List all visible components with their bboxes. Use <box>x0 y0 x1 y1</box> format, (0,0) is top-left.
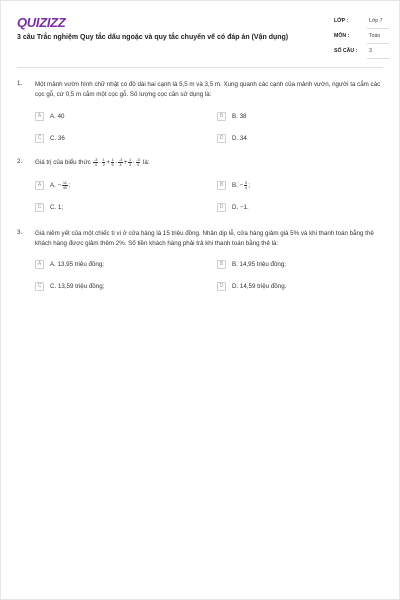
question-number: 1. <box>17 80 23 87</box>
option-text: D. 34 <box>232 134 247 142</box>
option-c[interactable] <box>35 202 63 212</box>
option-letter-box: C <box>35 282 44 291</box>
option-letter-box: A <box>35 112 44 121</box>
worksheet-meta <box>334 18 389 63</box>
option-text: B. − $\frac{3}{4}$ ; <box>232 179 251 190</box>
option-letter-box: B <box>217 181 226 190</box>
option-a[interactable] <box>35 111 64 121</box>
meta-row-subject <box>334 33 389 48</box>
option-letter-box: B <box>217 260 226 269</box>
option-letter-box: D <box>217 203 226 212</box>
option-letter-box: C <box>35 203 44 212</box>
question-text: Một mảnh vườn hình chữ nhật có độ dài hai cạnh là 5,5 m và 3,5 m. Xung quanh các cạnh của mảnh vườn, người ta cắm các cọc gỗ, cứ 0,5 m cắm một cọc gỗ. Số lượng cọc cần sử dụng là: <box>35 81 381 98</box>
quizizz-logo: QUIZIZZ <box>17 15 66 30</box>
meta-value: Toán <box>367 33 389 44</box>
meta-label: SỐ CÂU : <box>334 48 358 54</box>
option-text: B. 38 <box>232 112 247 120</box>
fraction: $\frac{-3}{4}$ <box>93 157 98 167</box>
option-letter-box: C <box>35 134 44 143</box>
option-letter-box: A <box>35 181 44 190</box>
option-c[interactable] <box>35 133 65 143</box>
header-divider <box>17 67 383 68</box>
option-b[interactable] <box>217 111 246 121</box>
option-text: A. 13,95 triệu đồng; <box>50 260 105 268</box>
option-d[interactable] <box>217 202 249 212</box>
fraction: $\frac{3}{4}$ <box>244 179 247 190</box>
meta-row-count <box>334 48 389 63</box>
question-number: 2. <box>17 158 23 165</box>
option-text: D. 14,59 triệu đồng. <box>232 282 287 290</box>
fraction: $\frac{-3}{4}$ <box>118 157 123 167</box>
question-text: Giá niêm yết của một chiếc tí vi ở cửa hàng là 15 triệu đồng. Nhân dịp lễ, cửa hàng giảm giá 5% và khi thanh toán bằng thẻ khách hàng được giảm thêm 2%. Số tiền khách hàng phải trả khi thanh toán bằng thẻ là: <box>35 230 374 247</box>
meta-label: LỚP : <box>334 18 349 24</box>
fraction: $\frac{11}{40}$ <box>62 179 68 190</box>
option-text: A. − $\frac{11}{40}$ ; <box>50 179 71 190</box>
fraction: $\frac{1}{6}$ <box>111 157 114 167</box>
question-text-after: là: <box>143 159 150 167</box>
meta-row-grade <box>334 18 389 33</box>
question-text-before: Giá trị của biểu thức <box>35 159 91 167</box>
fraction: $\frac{1}{3}$ <box>128 157 132 167</box>
option-text: C. 1; <box>50 203 64 211</box>
option-a[interactable] <box>35 180 70 190</box>
option-text: B. 14,95 triệu đồng; <box>232 260 287 268</box>
option-text: D. −1. <box>232 203 249 211</box>
option-letter-box: B <box>217 112 226 121</box>
option-c[interactable] <box>35 281 104 291</box>
fraction: $\frac{-3}{4}$ <box>136 157 140 167</box>
option-letter-box: A <box>35 260 44 269</box>
option-d[interactable] <box>217 281 286 291</box>
option-text: C. 36 <box>50 134 65 142</box>
fraction: $\frac{1}{2}$ <box>102 157 105 167</box>
option-b[interactable] <box>217 180 250 190</box>
meta-label: MÔN : <box>334 33 350 39</box>
page-title: 3 câu Trắc nghiệm Quy tắc dấu ngoặc và quy tắc chuyển vế có đáp án (Vận dụng) <box>17 34 289 41</box>
option-letter-box: D <box>217 134 226 143</box>
option-b[interactable] <box>217 259 286 269</box>
meta-value: Lớp 7 <box>367 18 389 29</box>
question-number: 3. <box>17 229 23 236</box>
option-text: C. 13,59 triệu đồng; <box>50 282 105 290</box>
option-a[interactable] <box>35 259 104 269</box>
option-letter-box: D <box>217 282 226 291</box>
question-text: Giá trị của biểu thức $\frac{-3}{4}$ · $\frac{1}{2}$ + $\frac{1}{6}$ · $\frac{-3}{4}$ + $\frac{1}{3}$ · $\frac{-3}{4}$ là: <box>35 157 150 167</box>
meta-value: 3 <box>367 48 389 59</box>
option-text: A. 40 <box>50 112 65 120</box>
option-d[interactable] <box>217 133 247 143</box>
